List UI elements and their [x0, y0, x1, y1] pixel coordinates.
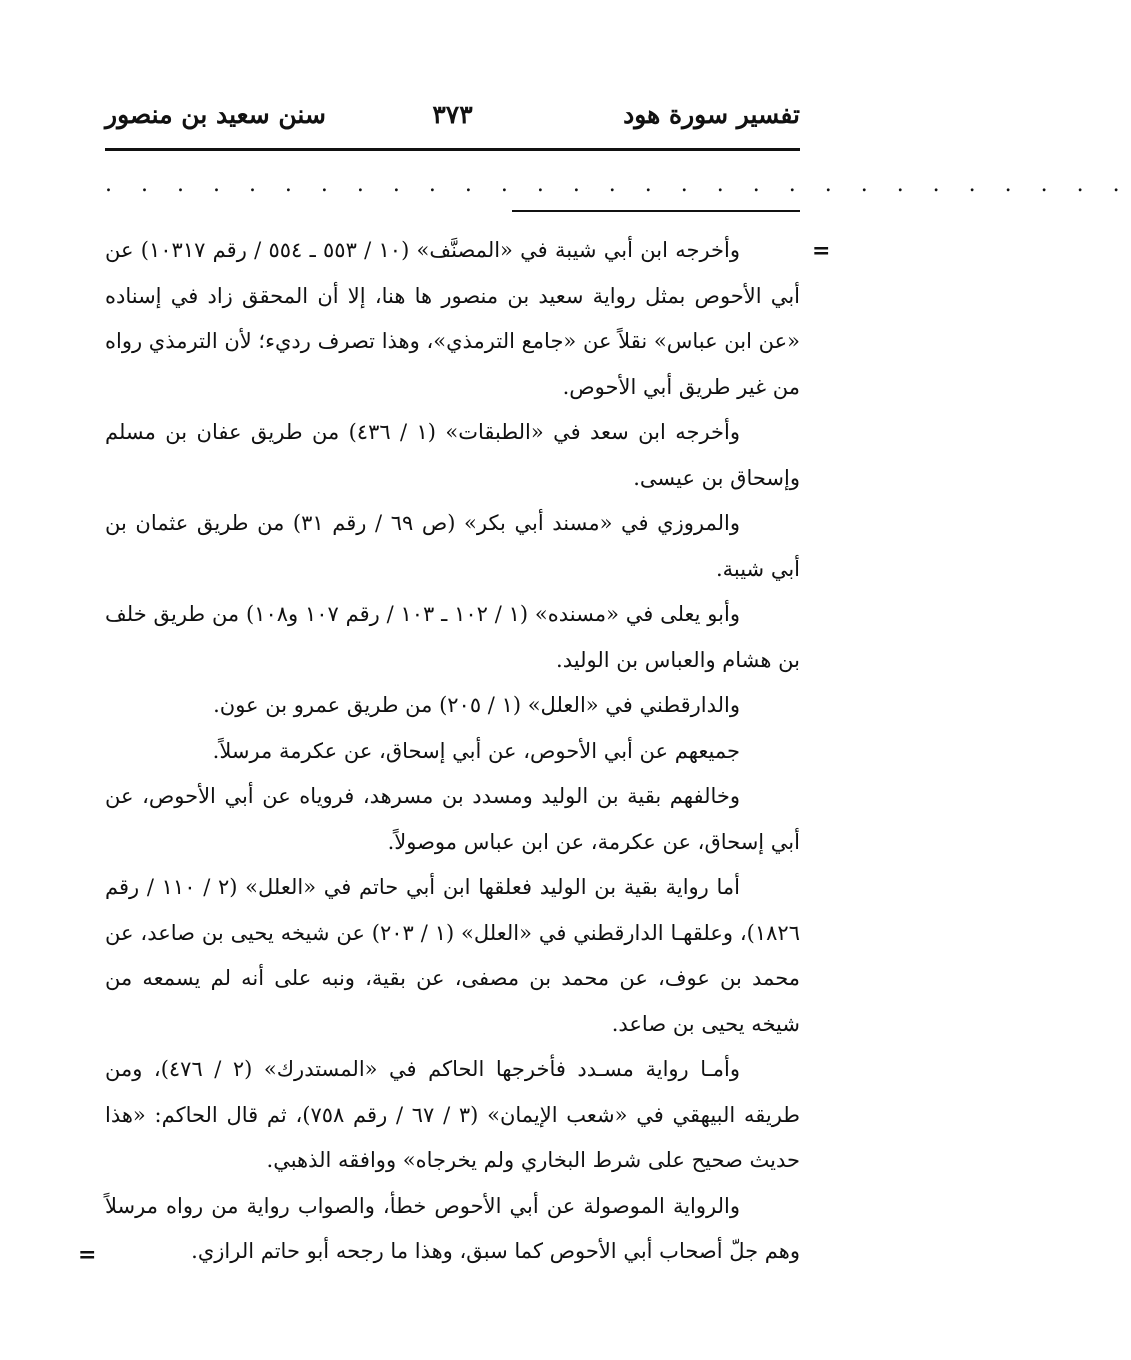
- footnote-paragraph: والرواية الموصولة عن أبي الأحوص خطأ، والصواب رواية من رواه مرسلاً وهم جلّ أصحاب أبي الأحوص كما سبق، وهذا ما رجحه أبو حاتم الرازي.: [105, 1193, 800, 1263]
- footnote-body: [105, 228, 800, 1275]
- separator-dots: . . . . . . . . . . . . . . . . . . . . . . . . . . . . .: [105, 172, 1131, 197]
- footnote-paragraph: جميعهم عن أبي الأحوص، عن أبي إسحاق، عن عكرمة مرسلاً.: [212, 738, 740, 763]
- footnote-paragraph: وأخرجه ابن أبي شيبة في «المصنَّف» (١٠ / ٥٥٣ ـ ٥٥٤ / رقم ١٠٣١٧) عن أبي الأحوص بمثل رواية سعيد بن منصور ها هنا، إلا أن المحقق زاد في إسناده «عن ابن عباس» نقلاً عن «جامع الترمذي»، وهذا تصرف رديء؛ لأن الترمذي رواه من غير طريق أبي الأحوص.: [105, 238, 800, 399]
- book-title: سنن سعيد بن منصور: [105, 100, 326, 129]
- continuation-mark-top: =: [812, 238, 831, 264]
- footnote-paragraph: وأمـا رواية مسـدد فأخرجها الحاكم في «المستدرك» (٢ / ٤٧٦)، ومن طريقه البيهقي في «شعب الإيمان» (٣ / ٦٧ / رقم ٧٥٨)، ثم قال الحاكم: «هذا حديث صحيح على شرط البخاري ولم يخرجاه» ووافقه الذهبي.: [105, 1057, 801, 1172]
- footnote-paragraph: والمروزي في «مسند أبي بكر» (ص ٦٩ / رقم ٣١) من طريق عثمان بن أبي شيبة.: [105, 511, 800, 581]
- footnote-paragraph: وخالفهم بقية بن الوليد ومسدد بن مسرهد، فروياه عن أبي الأحوص، عن أبي إسحاق، عن عكرمة، عن ابن عباس موصولاً.: [105, 784, 800, 854]
- footnote-paragraph: وأبو يعلى في «مسنده» (١ / ١٠٢ ـ ١٠٣ / رقم ١٠٧ و١٠٨) من طريق خلف بن هشام والعباس بن الوليد.: [105, 602, 800, 672]
- footnote-paragraph: وأخرجه ابن سعد في «الطبقات» (١ / ٤٣٦) من طريق عفان بن مسلم وإسحاق بن عيسى.: [105, 420, 800, 490]
- footnote-paragraph: والدارقطني في «العلل» (١ / ٢٠٥) من طريق عمرو بن عون.: [213, 693, 740, 717]
- page-header: [105, 100, 800, 140]
- footnote-paragraph: أما رواية بقية بن الوليد فعلقها ابن أبي حاتم في «العلل» (٢ / ١١٠ / رقم ١٨٢٦)، وعلقهـا الدارقطني في «العلل» (١ / ٢٠٣) عن شيخه يحيى بن صاعد، عن محمد بن عوف، عن محمد بن مصفى، عن بقية، ونبه على أنه لم يسمعه من شيخه يحيى بن صاعد.: [105, 875, 800, 1036]
- header-rule: [105, 148, 800, 151]
- page-number: ٣٧٣: [432, 100, 473, 129]
- continuation-mark-bottom: =: [78, 1242, 97, 1268]
- surah-title: تفسير سورة هود: [623, 100, 800, 129]
- footnote-rule: [512, 210, 800, 212]
